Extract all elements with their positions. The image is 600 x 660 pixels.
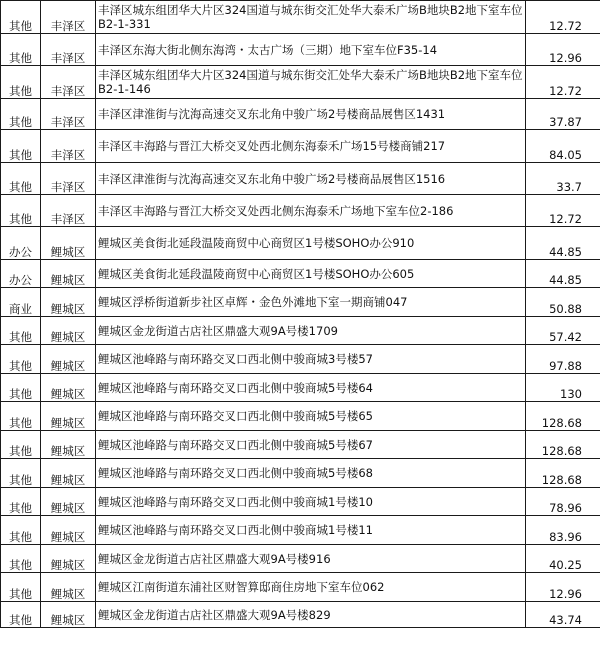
category-cell: 其他 (1, 99, 41, 130)
category-cell: 其他 (1, 459, 41, 488)
address-cell: 丰泽区丰海路与晋江大桥交叉处西北侧东海泰禾广场15号楼商铺217 (96, 130, 526, 163)
category-cell: 其他 (1, 1, 41, 34)
table-row (1, 516, 600, 545)
area-cell: 50.88 (526, 288, 600, 317)
area-cell: 84.05 (526, 130, 600, 163)
table-body (1, 1, 600, 628)
category-cell: 其他 (1, 130, 41, 163)
table-row (1, 345, 600, 374)
district-cell: 丰泽区 (41, 130, 96, 163)
address-cell: 丰泽区津淮街与沈海高速交叉东北角中骏广场2号楼商品展售区1516 (96, 163, 526, 195)
district-cell: 鲤城区 (41, 345, 96, 374)
table-row (1, 459, 600, 488)
address-cell: 鲤城区金龙街道古店社区鼎盛大观9A号楼829 (96, 602, 526, 628)
category-cell: 其他 (1, 163, 41, 195)
address-cell: 鲤城区江南街道东浦社区财智算邸商住房地下室车位062 (96, 573, 526, 602)
category-cell: 其他 (1, 402, 41, 431)
address-cell: 鲤城区池峰路与南环路交叉口西北侧中骏商城5号楼65 (96, 402, 526, 431)
district-cell: 鲤城区 (41, 317, 96, 345)
district-cell: 鲤城区 (41, 488, 96, 516)
address-cell: 鲤城区金龙街道古店社区鼎盛大观9A号楼1709 (96, 317, 526, 345)
area-cell: 37.87 (526, 99, 600, 130)
district-cell: 丰泽区 (41, 34, 96, 66)
category-cell: 其他 (1, 431, 41, 459)
district-cell: 丰泽区 (41, 1, 96, 34)
address-cell: 鲤城区美食街北延段温陵商贸中心商贸区1号楼SOHO办公605 (96, 260, 526, 288)
table-row (1, 260, 600, 288)
category-cell: 其他 (1, 516, 41, 545)
category-cell: 其他 (1, 345, 41, 374)
district-cell: 鲤城区 (41, 227, 96, 260)
area-cell: 12.96 (526, 34, 600, 66)
category-cell: 其他 (1, 66, 41, 99)
table-row (1, 374, 600, 402)
table-row (1, 602, 600, 628)
district-cell: 鲤城区 (41, 573, 96, 602)
area-cell: 12.96 (526, 573, 600, 602)
district-cell: 鲤城区 (41, 516, 96, 545)
district-cell: 鲤城区 (41, 459, 96, 488)
category-cell: 其他 (1, 602, 41, 628)
district-cell: 丰泽区 (41, 163, 96, 195)
area-cell: 12.72 (526, 195, 600, 227)
area-cell: 78.96 (526, 488, 600, 516)
area-cell: 128.68 (526, 459, 600, 488)
table-row (1, 1, 600, 34)
area-cell: 43.74 (526, 602, 600, 628)
category-cell: 其他 (1, 488, 41, 516)
address-cell: 鲤城区池峰路与南环路交叉口西北侧中骏商城5号楼68 (96, 459, 526, 488)
area-cell: 128.68 (526, 402, 600, 431)
address-cell: 鲤城区池峰路与南环路交叉口西北侧中骏商城1号楼10 (96, 488, 526, 516)
area-cell: 44.85 (526, 260, 600, 288)
district-cell: 鲤城区 (41, 545, 96, 573)
address-cell: 鲤城区金龙街道古店社区鼎盛大观9A号楼916 (96, 545, 526, 573)
category-cell: 其他 (1, 34, 41, 66)
district-cell: 鲤城区 (41, 374, 96, 402)
address-cell: 丰泽区城东组团华大片区324国道与城东街交汇处华大泰禾广场B地块B2地下室车位B2-1-146 (96, 66, 526, 99)
area-cell: 57.42 (526, 317, 600, 345)
district-cell: 鲤城区 (41, 288, 96, 317)
table-row (1, 545, 600, 573)
district-cell: 鲤城区 (41, 431, 96, 459)
area-cell: 128.68 (526, 431, 600, 459)
address-cell: 丰泽区东海大街北侧东海湾・太古广场（三期）地下室车位F35-14 (96, 34, 526, 66)
category-cell: 办公 (1, 227, 41, 260)
district-cell: 丰泽区 (41, 99, 96, 130)
table-row (1, 227, 600, 260)
table-row (1, 163, 600, 195)
district-cell: 丰泽区 (41, 66, 96, 99)
table-row (1, 402, 600, 431)
table-row (1, 130, 600, 163)
address-cell: 鲤城区池峰路与南环路交叉口西北侧中骏商城5号楼64 (96, 374, 526, 402)
address-cell: 鲤城区池峰路与南环路交叉口西北侧中骏商城5号楼67 (96, 431, 526, 459)
table-row (1, 317, 600, 345)
district-cell: 鲤城区 (41, 402, 96, 431)
category-cell: 其他 (1, 545, 41, 573)
table-row (1, 431, 600, 459)
area-cell: 130 (526, 374, 600, 402)
table-row (1, 99, 600, 130)
area-cell: 97.88 (526, 345, 600, 374)
address-cell: 鲤城区浮桥街道新步社区卓辉・金色外滩地下室一期商铺047 (96, 288, 526, 317)
address-cell: 丰泽区城东组团华大片区324国道与城东街交汇处华大泰禾广场B地块B2地下室车位B2-1-331 (96, 1, 526, 34)
address-cell: 鲤城区美食街北延段温陵商贸中心商贸区1号楼SOHO办公910 (96, 227, 526, 260)
category-cell: 办公 (1, 260, 41, 288)
area-cell: 44.85 (526, 227, 600, 260)
category-cell: 其他 (1, 374, 41, 402)
address-cell: 丰泽区津淮街与沈海高速交叉东北角中骏广场2号楼商品展售区1431 (96, 99, 526, 130)
district-cell: 丰泽区 (41, 195, 96, 227)
category-cell: 其他 (1, 195, 41, 227)
area-cell: 12.72 (526, 66, 600, 99)
address-cell: 鲤城区池峰路与南环路交叉口西北侧中骏商城3号楼57 (96, 345, 526, 374)
area-cell: 83.96 (526, 516, 600, 545)
area-cell: 33.7 (526, 163, 600, 195)
address-cell: 丰泽区丰海路与晋江大桥交叉处西北侧东海泰禾广场地下室车位2-186 (96, 195, 526, 227)
table-row (1, 195, 600, 227)
district-cell: 鲤城区 (41, 602, 96, 628)
table-row (1, 573, 600, 602)
table-row (1, 66, 600, 99)
district-cell: 鲤城区 (41, 260, 96, 288)
category-cell: 其他 (1, 573, 41, 602)
table-row (1, 488, 600, 516)
table-row (1, 288, 600, 317)
table-row (1, 34, 600, 66)
category-cell: 其他 (1, 317, 41, 345)
address-cell: 鲤城区池峰路与南环路交叉口西北侧中骏商城1号楼11 (96, 516, 526, 545)
area-cell: 40.25 (526, 545, 600, 573)
area-cell: 12.72 (526, 1, 600, 34)
category-cell: 商业 (1, 288, 41, 317)
